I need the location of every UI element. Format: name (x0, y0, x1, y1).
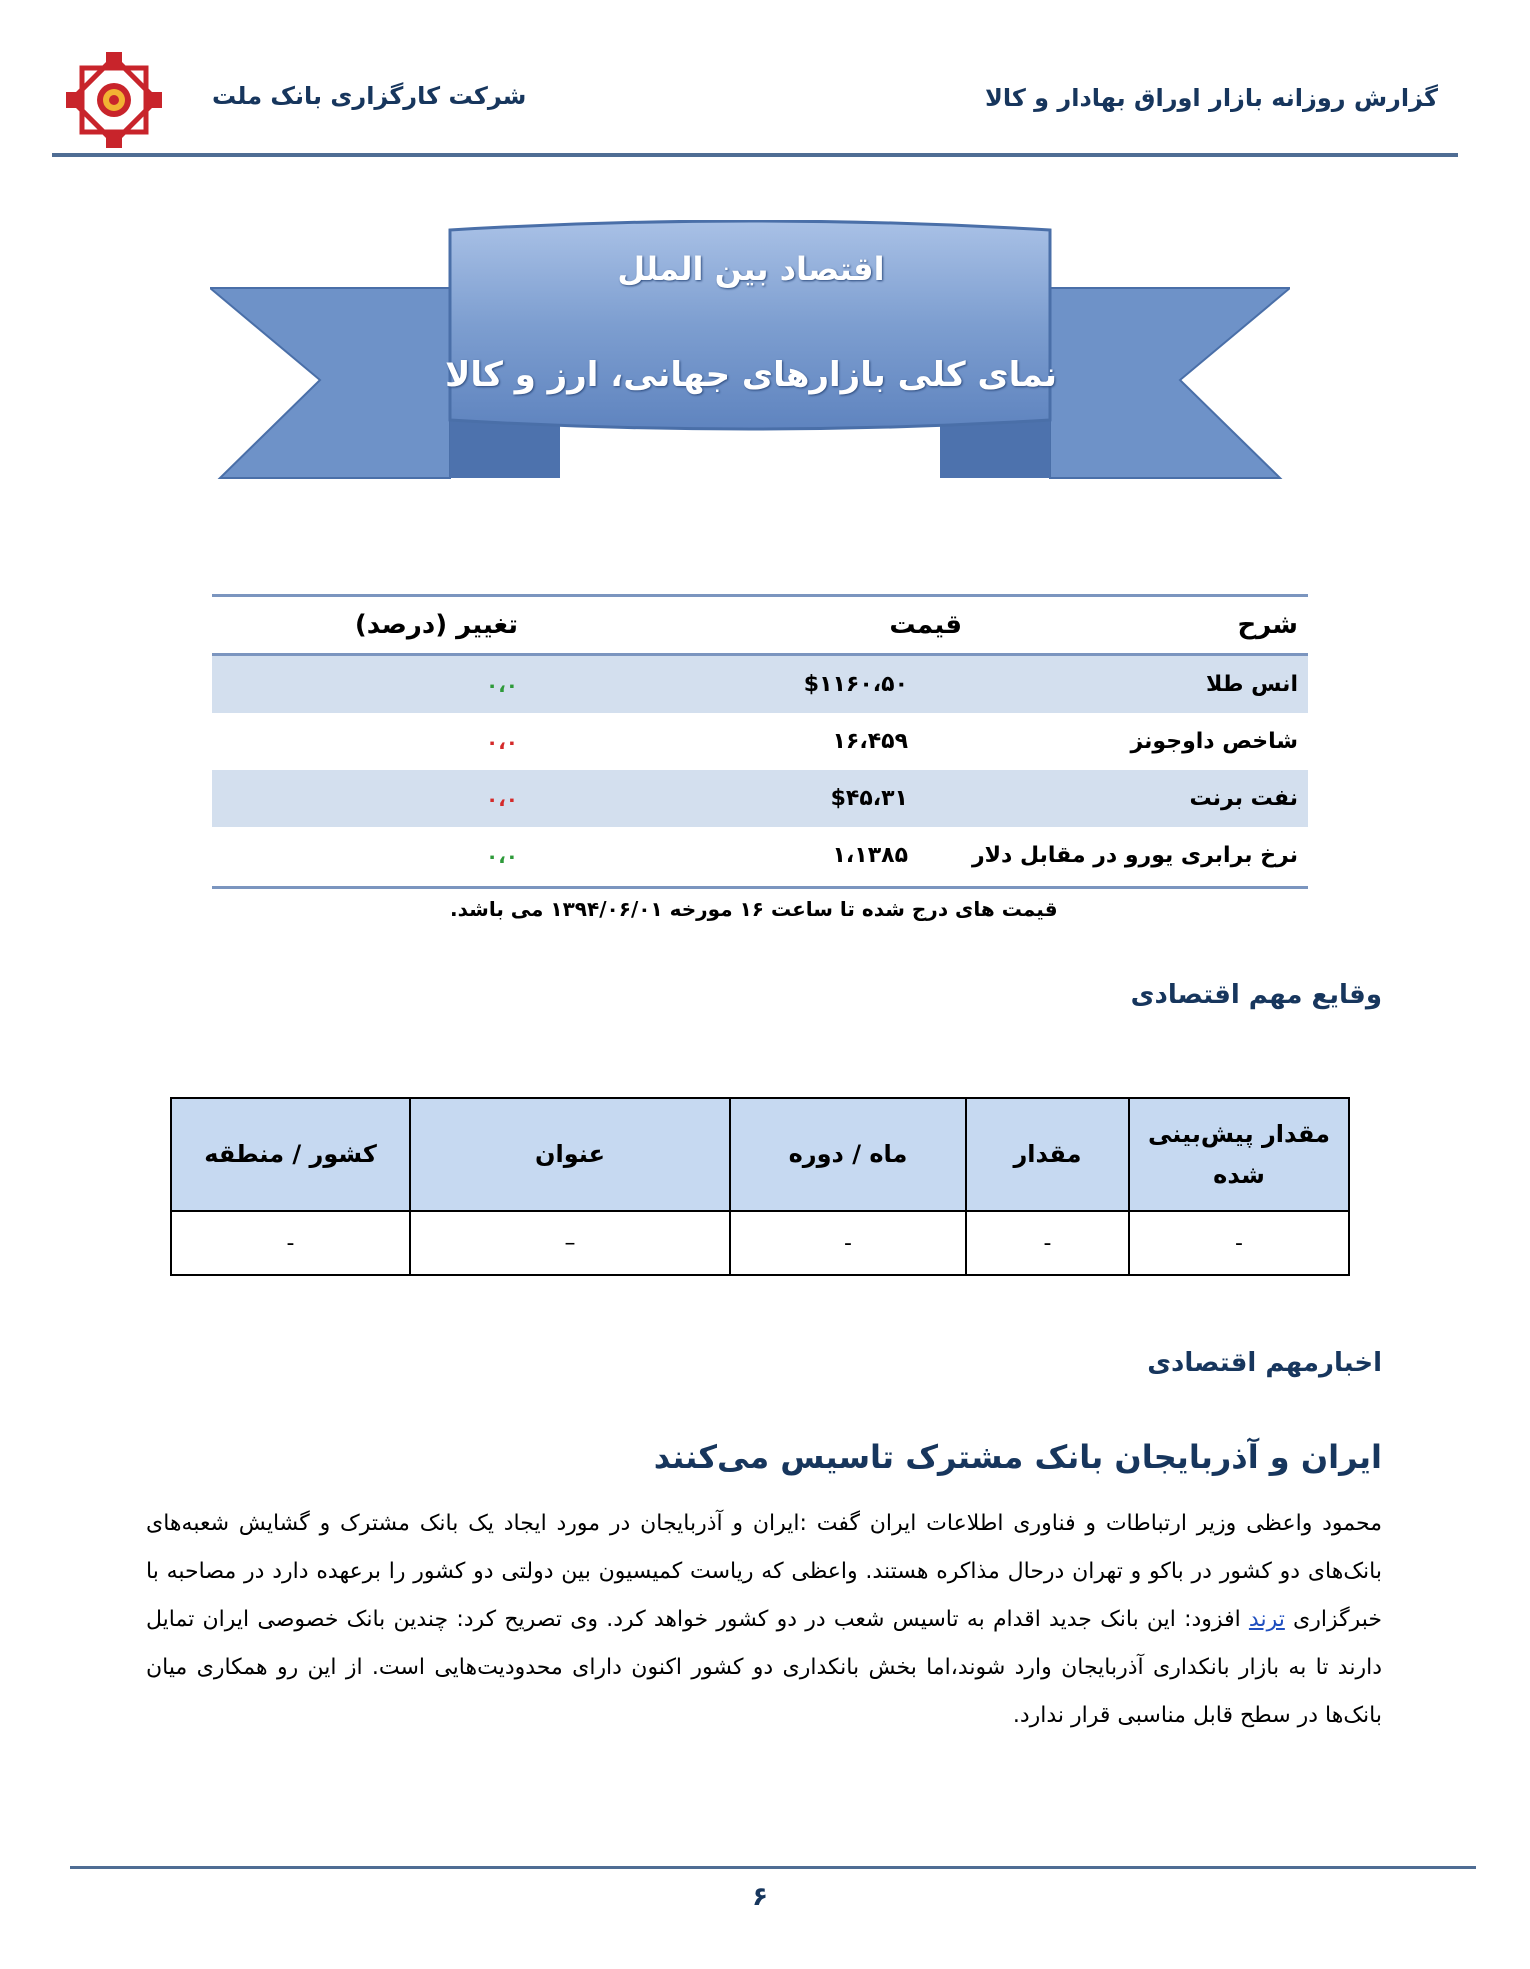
row-price: $۱۱۶۰،۵۰ (803, 672, 908, 697)
report-title: گزارش روزانه بازار اوراق بهادار و کالا (984, 84, 1438, 112)
header-amount: مقدار (966, 1098, 1129, 1211)
row-change: ۰،۰ (485, 729, 518, 754)
cell-amount: - (966, 1211, 1129, 1275)
header-country: کشور / منطقه (171, 1098, 410, 1211)
header-period: ماه / دوره (730, 1098, 966, 1211)
row-change: ۰،۰ (485, 672, 518, 697)
news-body-part1: محمود واعظی وزیر ارتباطات و فناوری اطلاعات ایران گفت :ایران و آذربایجان در مورد ایجاد یک بانک مشترک و گشایش شعبه‌های بانک‌های دو کشور در باکو و تهران درحال مذاکره هستند. واعظی که ریاست کمیسیون بین دولتی دو کشور را برعهده دارد در مصاحبه با خبرگزاری (146, 1511, 1382, 1632)
cell-forecast: - (1129, 1211, 1349, 1275)
table-row (212, 770, 1308, 827)
bank-mellat-logo-icon (62, 48, 166, 152)
page-number: ۶ (752, 1882, 768, 1912)
header-description: شرح (1237, 610, 1298, 640)
economic-events-table (170, 1097, 1350, 1276)
row-description: انس طلا (1206, 672, 1298, 697)
header-price: قیمت (889, 610, 962, 640)
row-description: شاخص داوجونز (1130, 729, 1298, 754)
events-heading: وقایع مهم اقتصادی (1130, 980, 1382, 1010)
table-bottom-rule (212, 886, 1308, 889)
events-header-row (171, 1098, 1349, 1211)
row-price: $۴۵،۳۱ (830, 786, 908, 811)
trend-news-link[interactable]: ترند (1248, 1607, 1285, 1632)
header-forecast: مقدار پیش‌بینی شده (1129, 1098, 1349, 1211)
row-price: ۱،۱۳۸۵ (832, 843, 908, 868)
news-title: ایران و آذربایجان بانک مشترک تاسیس می‌کنند (653, 1438, 1382, 1476)
table-header-row (212, 597, 1308, 653)
row-description: نفت برنت (1189, 786, 1298, 811)
table-row (212, 827, 1308, 884)
price-timestamp-note: قیمت های درج شده تا ساعت ۱۶ مورخه ۱۳۹۴/۰۶/۰۱ می باشد. (450, 897, 1058, 921)
table-row (212, 656, 1308, 713)
cell-country: - (171, 1211, 410, 1275)
cell-title: – (410, 1211, 730, 1275)
company-name: شرکت کارگزاری بانک ملت (212, 82, 527, 110)
header-divider (52, 153, 1458, 157)
news-body (146, 1500, 1382, 1740)
row-description: نرخ برابری یورو در مقابل دلار (972, 843, 1298, 868)
row-change: ۰،۰ (485, 786, 518, 811)
row-price: ۱۶،۴۵۹ (832, 729, 908, 754)
header-change: تغییر (درصد) (354, 610, 518, 640)
banner-subtitle: نمای کلی بازارهای جهانی، ارز و کالا (445, 355, 1057, 395)
header-title: عنوان (410, 1098, 730, 1211)
events-row (171, 1211, 1349, 1275)
news-body-part2: افزود: این بانک جدید اقدام به تاسیس شعب در دو کشور خواهد کرد. وی تصریح کرد: چندین بانک خصوصی ایران تمایل دارند تا به بازار بانکداری آذربایجان وارد شوند،اما بخش بانکداری دو کشور اکنون دارای محدودیت‌هایی است. از این رو همکاری میان بانک‌ها در سطح قابل مناسبی قرار ندارد. (146, 1607, 1382, 1728)
banner-title: اقتصاد بین الملل (617, 250, 885, 288)
news-heading: اخبارمهم اقتصادی (1147, 1348, 1382, 1378)
row-change: ۰،۰ (485, 843, 518, 868)
table-row (212, 713, 1308, 770)
cell-period: - (730, 1211, 966, 1275)
footer-divider (70, 1866, 1476, 1869)
